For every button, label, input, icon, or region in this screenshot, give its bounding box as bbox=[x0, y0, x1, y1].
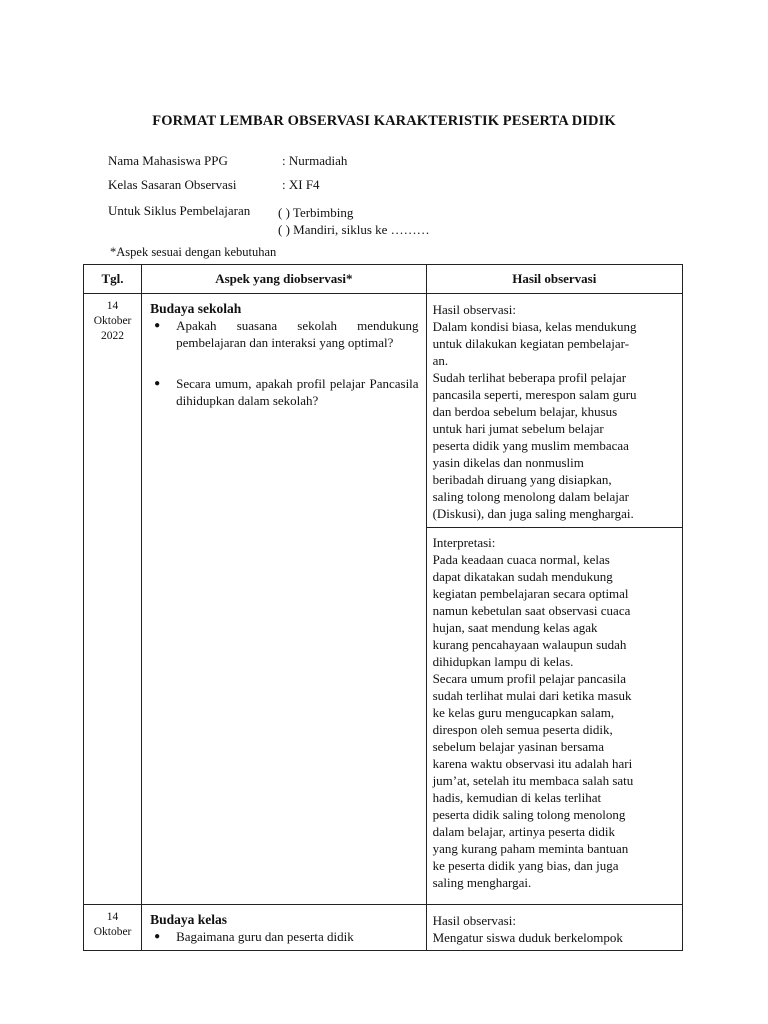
observation-table bbox=[83, 264, 683, 951]
date-day: 14 bbox=[106, 911, 119, 923]
date-year: 2022 bbox=[101, 330, 125, 342]
interpretation-text: Pada keadaan cuaca normal, kelas dapat dikatakan sudah mendukung kegiatan pembelajaran secara optimal namun kebetulan saat observasi cuaca hujan, saat mendung kelas agak kurang pencahayaan walaupun sudah dihidupkan lampu di kelas. Secara umum profil pelajar pancasila sudah terlihat mulai dari ketika masuk ke kelas guru mengucapkan salam, direspon oleh semua peserta didik, sebelum belajar yasinan bersama karena waktu observasi itu adalah hari jum’at, setelah itu membaca salah satu hadis, kemudian di kelas terlihat peserta didik saling tolong menolong dalam belajar, artinya peserta didik yang kurang paham meminta bantuan ke peserta didik yang bias, dan juga saling menghargai. bbox=[432, 552, 634, 890]
name-label: Nama Mahasiswa PPG bbox=[108, 153, 228, 168]
interpretation-label: Interpretasi: bbox=[432, 535, 496, 550]
aspect-list bbox=[150, 928, 418, 945]
interpretation-cell bbox=[426, 528, 682, 905]
class-label: Kelas Sasaran Observasi bbox=[108, 177, 237, 192]
date-cell bbox=[84, 905, 142, 951]
observation-cell bbox=[426, 905, 682, 951]
date-day: 14 bbox=[106, 300, 119, 312]
observation-text: Dalam kondisi biasa, kelas mendukung untuk dilakukan kegiatan pembelajar- an. Sudah terlihat beberapa profil pelajar pancasila seperti, merespon salam guru dan berdoa sebelum belajar, khusus untuk hari jumat sebelum belajar peserta didik yang muslim membacaa yasin dikelas dan nonmuslim beribadah diruang yang disiapkan, saling tolong menolong dalam belajar (Diskusi), dan juga saling menghargai. bbox=[432, 319, 637, 521]
aspect-note: *Aspek sesuai dengan kebutuhan bbox=[110, 245, 277, 259]
cycle-option-independent: ( ) Mandiri, siklus ke ……… bbox=[278, 222, 430, 237]
aspect-title: Budaya kelas bbox=[150, 912, 227, 927]
document-title: FORMAT LEMBAR OBSERVASI KARAKTERISTIK PESERTA DIDIK bbox=[152, 113, 616, 129]
table-header-row bbox=[84, 265, 683, 294]
aspect-item: ● Secara umum, apakah profil pelajar Pancasila dihidupkan dalam sekolah? bbox=[150, 375, 418, 409]
aspect-item: ● Apakah suasana sekolah mendukung pembelajaran dan interaksi yang optimal? bbox=[150, 317, 418, 351]
class-value: : XI F4 bbox=[282, 177, 320, 192]
date-month: Oktober bbox=[93, 926, 132, 938]
aspect-cell bbox=[142, 905, 426, 951]
table-row bbox=[84, 294, 683, 528]
observation-label: Hasil observasi: bbox=[432, 913, 516, 928]
header-aspect: Aspek yang diobservasi* bbox=[142, 265, 426, 294]
table-row bbox=[84, 905, 683, 951]
aspect-list bbox=[150, 317, 418, 409]
date-month: Oktober bbox=[93, 315, 132, 327]
cycle-option-guided: ( ) Terbimbing bbox=[278, 205, 354, 220]
name-value: : Nurmadiah bbox=[282, 153, 348, 168]
observation-label: Hasil observasi: bbox=[432, 302, 516, 317]
header-result: Hasil observasi bbox=[426, 265, 682, 294]
date-cell bbox=[84, 294, 142, 905]
header-date: Tgl. bbox=[84, 265, 142, 294]
aspect-title: Budaya sekolah bbox=[150, 301, 242, 316]
cycle-label: Untuk Siklus Pembelajaran bbox=[108, 203, 251, 218]
observation-text: Mengatur siswa duduk berkelompok bbox=[432, 930, 623, 945]
aspect-item: ● Bagaimana guru dan peserta didik bbox=[150, 928, 418, 945]
aspect-cell bbox=[142, 294, 426, 905]
observation-cell bbox=[426, 294, 682, 528]
